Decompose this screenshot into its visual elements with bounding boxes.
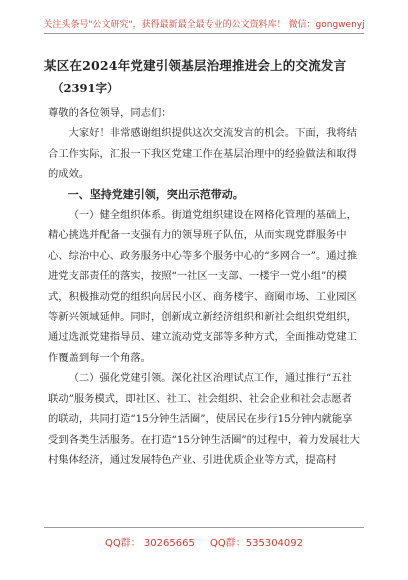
document-body: [48, 103, 360, 470]
paragraph-party-leadership: （二）强化党建引领。深化社区治理试点工作，通过推行“五社联动”服务模式，即社区、社工、社会组织、社会企业和社会志愿者的联动，共同打造“15分钟生活圈”，使居民在步行15分钟内就能享受到各类生活服务。在打造“15分钟生活圈”的过程中，着力发展壮大村集体经济，通过发展特色产业、引进优质企业等方式，提高村: [48, 372, 360, 466]
word-count: （2391字）: [52, 81, 119, 95]
footer-contact: [0, 534, 408, 549]
footer-divider: [44, 527, 364, 528]
intro-paragraph: 大家好！非常感谢组织提供这次交流发言的机会。下面，我将结合工作实际，汇报一下我区党建工作在基层治理中的经验做法和取得的成效。: [48, 127, 357, 181]
header-divider: [44, 33, 364, 34]
paragraph-organization-system: （一）健全组织体系。街道党组织建设在网格化管理的基础上，精心挑选并配备一支强有力的领导班子队伍，从而实现党群服务中心、综治中心、政务服务中心等多个服务中心的“多网合一”。通过推进党支部责任的落实，按照“一社区一支部、一楼宇一党小组”的模式，积极推动党的组织向居民小区、商务楼宇、商圈市场、工业园区等新兴领域延伸。同时，创新成立新经济组织和新社会组织党组织，通过选派党建指导员、建立流动党支部等多种方式，全面推动党建工作覆盖到每一个角落。: [48, 209, 358, 364]
salutation: 尊敬的各位领导，同志们：: [48, 107, 172, 119]
section-heading-1: 一、坚持党建引领，突出示范带动。: [67, 187, 244, 201]
document-title: 某区在2024年党建引领基层治理推进会上的交流发言: [44, 58, 347, 73]
qq-group-1: QQ群： 30265665: [104, 538, 195, 549]
qq-group-2: QQ群：535304092: [210, 538, 304, 549]
header-promo-note: 关注头条号"公文研究"，获得最新最全最专业的公文资料库！ 微信：gongwenyj: [43, 20, 365, 30]
